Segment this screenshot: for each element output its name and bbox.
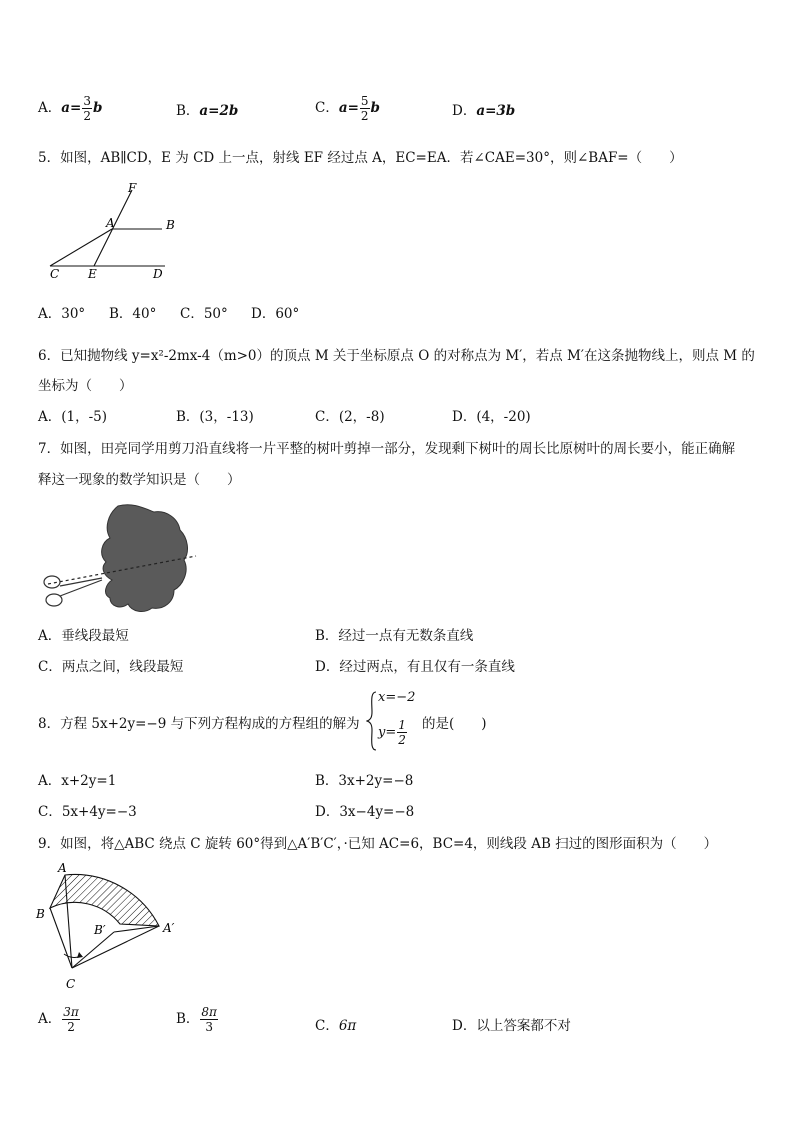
label-b-prime: B′ (94, 923, 106, 937)
leaf-shape (102, 505, 188, 612)
label-c: C (50, 267, 60, 280)
label-a-prime: A′ (163, 921, 175, 935)
fraction: $\frac{5}{2}$ (360, 94, 369, 123)
q8-stem-post: 的是( ) (422, 716, 487, 732)
q8-option-a: A．x+2y=1 (38, 773, 117, 789)
q8-option-d: D．3x−4y=−8 (315, 804, 415, 820)
q6-option-d: D．(4，-20) (452, 409, 531, 425)
q5-option-a: A．30° (38, 306, 86, 322)
q9-option-c: C．6π (315, 1018, 357, 1034)
q4-option-a: A．a= $\frac{3}{2}$ b (38, 94, 103, 123)
q9-stem: 9．如图，将△ABC 绕点 C 旋转 60°得到△A′B′C′，·已知 AC=6，BC=4，则线段 AB 扫过的图形面积为（ ） (38, 836, 718, 852)
q7-stem-line2: 释这一现象的数学知识是（ ） (38, 472, 241, 488)
q7-option-d: D．经过两点，有且仅有一条直线 (315, 659, 515, 675)
segment-cb-prime (72, 932, 114, 968)
q7-leaf-figure (40, 498, 200, 616)
q5-figure (40, 180, 180, 280)
label-b: B (36, 907, 45, 921)
q7-option-b: B．经过一点有无数条直线 (315, 628, 474, 644)
q5-option-b: B．40° (109, 306, 157, 322)
q7-stem-line1: 7．如图，田亮同学用剪刀沿直线将一片平整的树叶剪掉一部分，发现剩下树叶的周长比原树叶的周长要小，能正确解 (38, 441, 736, 457)
label-a: A (106, 216, 115, 230)
fraction: $\frac{8\pi}{3}$ (201, 1005, 217, 1034)
q7-option-a: A．垂线段最短 (38, 628, 129, 644)
q4-option-b: B．a=2b (176, 103, 239, 119)
q8-stem: 8．方程 5x+2y=−9 与下列方程构成的方程组的解为 (38, 716, 360, 732)
label-a: A (58, 861, 67, 875)
label-c: C (66, 977, 76, 991)
q9-figure (32, 858, 182, 998)
arrow-icon (77, 952, 83, 958)
q6-option-b: B．(3，-13) (176, 409, 254, 425)
q8-brace (366, 690, 378, 752)
q9-option-d: D．以上答案都不对 (452, 1018, 571, 1034)
label-b: B (166, 218, 175, 232)
q5-option-d: D．60° (251, 306, 300, 322)
fraction: $\frac{3}{2}$ (83, 94, 91, 123)
label-e: E (88, 267, 97, 280)
q9-option-a: A． $\frac{3\pi}{2}$ (38, 1005, 79, 1034)
q6-stem-line2: 坐标为（ ） (38, 378, 133, 394)
label-d: D (153, 267, 163, 280)
q6-option-c: C．(2，-8) (315, 409, 385, 425)
q8-system-y: y= $\frac{1}{2}$ (378, 718, 406, 747)
fraction: $\frac{3\pi}{2}$ (63, 1005, 79, 1034)
q6-option-a: A．(1，-5) (38, 409, 108, 425)
scissors-icon (44, 576, 102, 606)
q4-option-d: D．a=3b (452, 103, 516, 119)
q8-option-c: C．5x+4y=−3 (38, 804, 137, 820)
q7-option-c: C．两点之间，线段最短 (38, 659, 184, 675)
fraction: $\frac{1}{2}$ (398, 718, 406, 747)
q4-option-c: C．a= $\frac{5}{2}$ b (315, 94, 380, 123)
label-f: F (128, 181, 137, 195)
q8-system-x: x=−2 (378, 690, 416, 705)
q9-option-b: B． $\frac{8\pi}{3}$ (176, 1005, 217, 1034)
q5-stem: 5．如图，AB∥CD，E 为 CD 上一点，射线 EF 经过点 A，EC=EA．若∠CAE=30°，则∠BAF=（ ） (38, 150, 683, 166)
q8-option-b: B．3x+2y=−8 (315, 773, 414, 789)
q5-option-c: C．50° (180, 306, 228, 322)
q6-stem-line1: 6．已知抛物线 y=x²-2mx-4（m>0）的顶点 M 关于坐标原点 O 的对称点为 M′，若点 M′在这条抛物线上，则点 M 的 (38, 348, 755, 364)
